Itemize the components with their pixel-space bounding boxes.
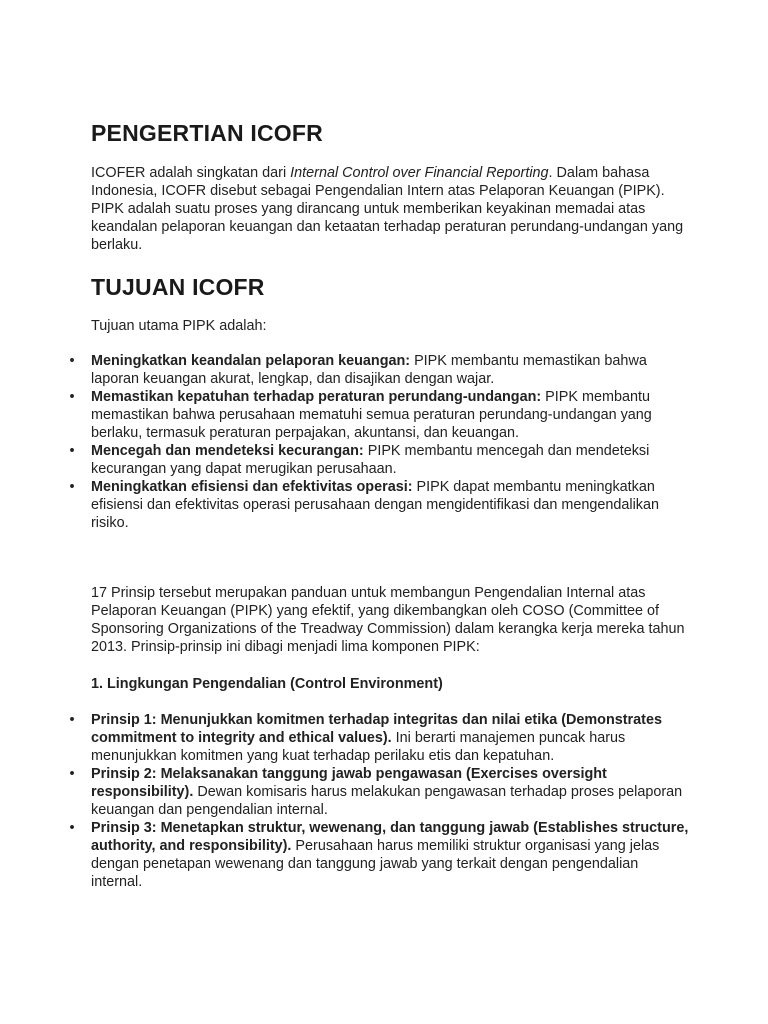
bullet-icon: • <box>69 353 75 369</box>
heading-tujuan: TUJUAN ICOFR <box>91 274 265 300</box>
list-item <box>69 711 691 765</box>
list-item-bold: Memastikan kepatuhan terhadap peraturan perundang-undangan: <box>91 389 542 405</box>
list-item-bold: Meningkatkan efisiensi dan efektivitas operasi: <box>91 479 413 495</box>
list-item <box>69 765 691 819</box>
list-item <box>69 442 691 478</box>
subheading-control-environment: 1. Lingkungan Pengendalian (Control Environment) <box>91 676 443 692</box>
heading-pengertian: PENGERTIAN ICOFR <box>91 120 323 146</box>
bullet-icon: • <box>69 479 75 495</box>
list-item-text: Dewan komisaris harus melakukan pengawasan terhadap proses pelaporan keuangan dan pengendalian internal. <box>91 784 683 818</box>
list-item <box>69 819 691 891</box>
list-item-text: PIPK membantu memastikan bahwa perusahaan mematuhi semua peraturan perundang-undangan yang berlaku, termasuk peraturan perpajakan, akuntansi, dan keuangan. <box>91 389 652 441</box>
list-item-text: Ini berarti manajemen puncak harus menunjukkan komitmen yang kuat terhadap perilaku etis dan kepatuhan. <box>91 730 626 764</box>
bullet-icon: • <box>69 712 75 728</box>
list-item <box>69 388 691 442</box>
list-item-bold: Mencegah dan mendeteksi kecurangan: <box>91 443 364 459</box>
list-item-bold: Prinsip 2: Melaksanakan tanggung jawab pengawasan (Exercises oversight responsibility). <box>91 766 607 800</box>
list-item-text: PIPK dapat membantu meningkatkan efisiensi dan efektivitas operasi perusahaan dengan mengidentifikasi dan mengendalikan risiko. <box>91 479 660 531</box>
paragraph-tujuan-intro: Tujuan utama PIPK adalah: <box>91 318 267 334</box>
list-item-text: PIPK membantu memastikan bahwa laporan keuangan akurat, lengkap, dan disajikan dengan wajar. <box>91 353 647 387</box>
list-item <box>69 352 691 388</box>
list-item-text: PIPK membantu mencegah dan mendeteksi kecurangan yang dapat merugikan perusahaan. <box>91 443 650 477</box>
definition-end: . Dalam bahasa Indonesia, ICOFR disebut sebagai Pengendalian Intern atas Pelaporan Keuangan (PIPK). PIPK adalah suatu proses yang dirancang untuk memberikan keyakinan memadai atas keandalan pelaporan keuangan dan ketaatan terhadap peraturan perundang-undangan yang berlaku. <box>91 165 684 253</box>
definition-start: ICOFER adalah singkatan dari <box>91 165 291 181</box>
bullet-icon: • <box>69 766 75 782</box>
definition-italic-term: Internal Control over Financial Reporting <box>290 165 549 181</box>
bullet-icon: • <box>69 389 75 405</box>
paragraph-prinsip-intro: 17 Prinsip tersebut merupakan panduan untuk membangun Pengendalian Internal atas Pelaporan Keuangan (PIPK) yang efektif, yang dikembangkan oleh COSO (Committee of Sponsoring Organizations of the Treadway Commission) dalam kerangka kerja mereka tahun 2013. Prinsip-prinsip ini dibagi menjadi lima komponen PIPK: <box>91 585 685 655</box>
bullet-icon: • <box>69 443 75 459</box>
bullet-icon: • <box>69 820 75 836</box>
list-item <box>69 478 691 532</box>
prinsip-list <box>69 711 691 891</box>
tujuan-list <box>69 352 691 532</box>
list-item-bold: Meningkatkan keandalan pelaporan keuangan: <box>91 353 411 369</box>
paragraph-definition <box>91 164 691 254</box>
list-item-text: Perusahaan harus memiliki struktur organisasi yang jelas dengan penetapan wewenang dan tanggung jawab yang terkait dengan pengendalian internal. <box>91 838 660 890</box>
list-item-bold: Prinsip 3: Menetapkan struktur, wewenang, dan tanggung jawab (Establishes structure, authority, and responsibility). <box>91 820 689 854</box>
list-item-bold: Prinsip 1: Menunjukkan komitmen terhadap integritas dan nilai etika (Demonstrates commitment to integrity and ethical values). <box>91 712 662 746</box>
